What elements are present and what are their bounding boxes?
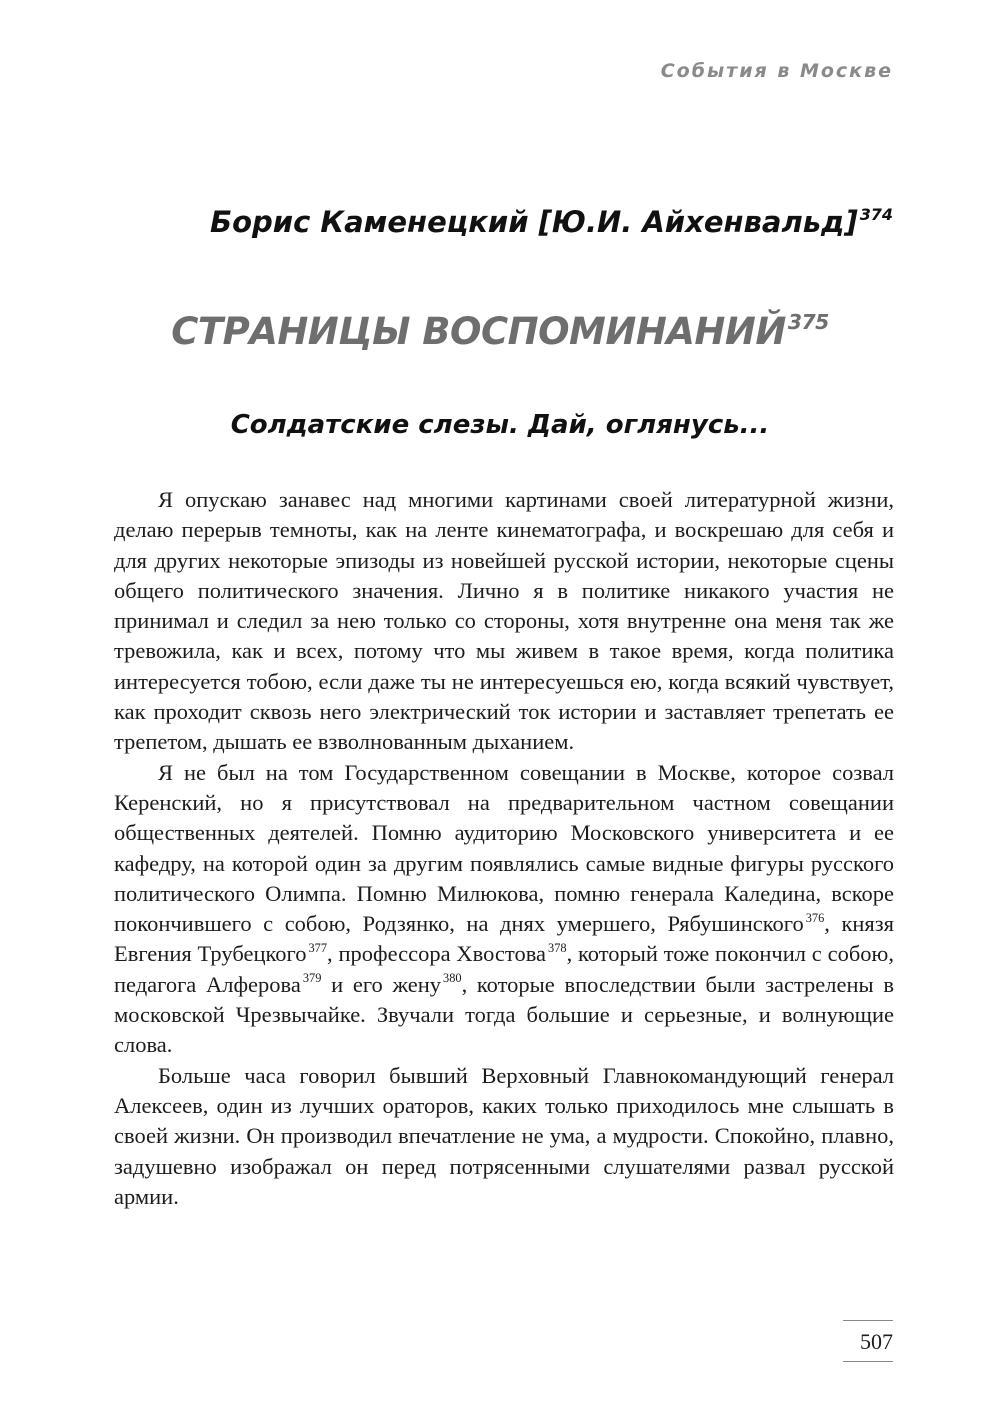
text-run: , которые впоследствии были застрелены в московской Чрезвычайке. Звучали тогда большие и серьезные, и волнующие слова. xyxy=(114,971,894,1058)
author-name: Борис Каменецкий [Ю.И. Айхенвальд] xyxy=(210,205,858,239)
chapter-title-text: СТРАНИЦЫ ВОСПОМИНАНИЙ xyxy=(171,310,786,353)
section-subtitle: Солдатские слезы. Дай, оглянусь... xyxy=(230,410,770,440)
footnote-ref[interactable]: 375 xyxy=(787,309,829,334)
text-run: и его жену xyxy=(321,971,442,997)
chapter-title xyxy=(0,310,1000,353)
body-text xyxy=(114,485,894,1212)
footnote-ref[interactable]: 376 xyxy=(805,910,825,925)
author-heading xyxy=(0,205,893,239)
page-number: 507 xyxy=(843,1320,893,1362)
footnote-ref[interactable]: 378 xyxy=(548,941,567,956)
footnote-ref[interactable]: 379 xyxy=(302,971,322,986)
footnote-ref[interactable]: 380 xyxy=(443,971,462,986)
text-run: Я не был на том Государственном совещании в Москве, которое созвал Керенский, но я присутствовал на предварительном частном совещании общественных деятелей. Помню аудиторию Московского университета и ее кафедру, на которой один за другим появлялись самые видные фигуры русского политического Олимпа. Помню Милюкова, помню генерала Каледина, вскоре покончившего с собою, Родзянко, на днях умершего, Рябушинского xyxy=(114,759,894,937)
footnote-ref[interactable]: 377 xyxy=(308,941,328,956)
paragraph: Я опускаю занавес над многими картинами своей литературной жизни, делаю перерыв темноты, как на ленте кинематографа, и воскрешаю для себя и для других некоторые эпизоды из новейшей русской истории, некоторые сцены общего политического значения. Лично я в политике никакого участия не принимал и следил за нею только со стороны, хотя внутренне она меня так же тревожила, как и всех, потому что мы живем в такое время, когда политика интересуется тобою, если даже ты не интересуешься ею, когда всякий чувствует, как проходит сквозь него электрический ток истории и заставляет трепетать ее трепетом, дышать ее взволнованным дыханием. xyxy=(114,487,894,755)
text-run: , князя Евгения Трубецкого xyxy=(114,911,894,967)
text-run: , профессора Хвостова xyxy=(327,941,547,967)
running-head: События в Москве xyxy=(660,60,893,82)
text-run: , который тоже покончил с собою, педагога Алферова xyxy=(114,941,894,997)
paragraph xyxy=(114,758,894,1061)
footnote-ref[interactable]: 374 xyxy=(859,205,893,225)
paragraph: Больше часа говорил бывший Верховный Главнокомандующий генерал Алексеев, один из лучших ораторов, каких только приходилось мне слышать в своей жизни. Он производил впечатление не ума, а мудрости. Спокойно, плавно, задушевно изображал он перед потрясенными слушателями развал русской армии. xyxy=(114,1062,894,1209)
